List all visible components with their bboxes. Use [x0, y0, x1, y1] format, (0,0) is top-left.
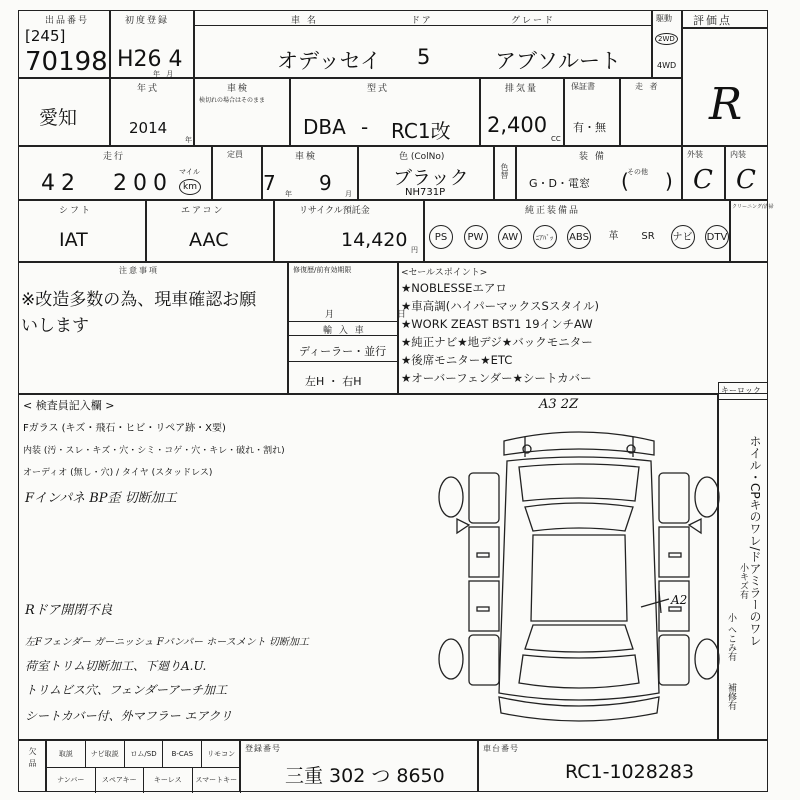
footer-items-cell: [46, 740, 240, 792]
keylock-label: キーロック: [721, 386, 761, 395]
handwritten-note: 左Fフェンダー ガーニッシュ Fバンパー ホースメント 切断加工: [25, 637, 309, 648]
option-item: ﾆｱﾊﾞｯ: [533, 225, 557, 249]
drive-label: 駆動: [656, 14, 672, 23]
notes-label: 注意事項: [119, 266, 159, 275]
inspector-interior-line: 内装 (汚・スレ・キズ・穴・シミ・コゲ・穴・キレ・破れ・割れ): [23, 446, 285, 456]
option-item: SR: [641, 231, 655, 242]
displacement-unit: CC: [551, 135, 561, 143]
missing-item: リモコン: [202, 741, 241, 767]
displacement-cell: [480, 78, 564, 146]
inspector-audio-line: オーディオ (無し・穴) / タイヤ (スタッドレス): [23, 468, 213, 478]
shift-value: IAT: [59, 229, 88, 251]
sales-points-label: <セールスポイント>: [401, 268, 488, 278]
missing-item: ロム/SD: [125, 741, 164, 767]
model-cell: [194, 10, 652, 78]
drive-2wd: 2WD: [655, 33, 678, 45]
score-value: R: [709, 79, 743, 130]
equipment-cell: [516, 146, 682, 200]
missing-item: B-CAS: [163, 741, 202, 767]
missing-item: キーレス: [144, 767, 193, 793]
color-change-label: 色替: [500, 163, 509, 179]
warranty-value: 有・無: [573, 121, 606, 134]
drive-cell: [652, 10, 682, 78]
reg-month: 9: [319, 171, 332, 195]
interior-cell: [725, 146, 768, 200]
lot-number-label: 出品番号: [45, 16, 90, 26]
model-label: 車 名: [291, 16, 318, 26]
first-registration-value: H26 4: [117, 47, 183, 72]
option-item: AW: [498, 225, 522, 249]
chassis-value: RC1-1028283: [565, 761, 695, 783]
color-change-cell: [494, 146, 516, 200]
inspection-note: 検切れの場合はそのまま: [199, 97, 266, 104]
reg-expiry-label: 車検: [295, 152, 318, 162]
model-type-cell: [290, 78, 480, 146]
options-label: 純正装備品: [525, 206, 581, 216]
recycle-cell: [274, 200, 424, 262]
exterior-cell: [682, 146, 725, 200]
side-small-a: 小キズ有: [738, 563, 748, 599]
options-cell: [424, 200, 730, 262]
mileage-unit: km: [179, 179, 201, 195]
option-item: ABS: [567, 225, 591, 249]
side-repair: 補修有: [726, 683, 736, 710]
seating-cell: [212, 146, 262, 200]
reg-month-unit: 月: [345, 190, 354, 198]
lot-prefix: [245]: [25, 27, 66, 45]
model-type-prefix: DBA: [303, 115, 346, 139]
option-item: ナビ: [671, 225, 695, 249]
handwritten-note: トリムビス穴、フェンダーアーチ加工: [25, 683, 227, 697]
lot-number: 70198: [25, 47, 108, 77]
missing-item: スペアキー: [96, 767, 145, 793]
year-cell: [110, 78, 194, 146]
option-item: PS: [429, 225, 453, 249]
lot-number-cell: [18, 10, 110, 78]
reg-year-unit: 年: [285, 190, 294, 198]
dealer-cell: [288, 262, 436, 394]
side-small-b: 小 へこみ有: [726, 613, 736, 661]
history-cell: [620, 78, 682, 146]
option-item: DTV: [705, 225, 729, 249]
displacement-label: 排気量: [505, 84, 539, 94]
sales-point-item: ★車高調(ハイパーマックスSスタイル): [401, 299, 600, 313]
year-unit: 年: [185, 136, 194, 144]
grade-value: アブソルート: [495, 49, 621, 73]
missing-item: ナビ取説: [86, 741, 125, 767]
model-type-code: RC1改: [391, 119, 451, 143]
ac-cell: [146, 200, 274, 262]
first-registration-cell: [110, 10, 194, 78]
recycle-label: リサイクル預託金: [299, 206, 370, 216]
cleaning-label: クリーニング/清掃: [732, 204, 774, 210]
warranty-cell: [564, 78, 620, 146]
handwritten-note: シートカバー付、外マフラー エアクリ: [25, 709, 233, 723]
recycle-unit: 円: [411, 246, 420, 254]
missing-item: 取説: [47, 741, 86, 767]
options-row: [429, 225, 729, 255]
score-header-cell: [682, 10, 768, 28]
notes-cell: [18, 262, 288, 394]
model-type-label: 型式: [367, 84, 390, 94]
diagram-mark-right: A2: [671, 593, 688, 607]
inspection-cell: [194, 78, 290, 146]
region-value: 愛知: [39, 107, 78, 129]
date-unit: 月 日: [325, 310, 436, 320]
exterior-label: 外装: [687, 150, 703, 159]
sales-point-item: ★後席モニター★ETC: [401, 353, 513, 367]
chassis-label: 車台番号: [483, 744, 519, 753]
displacement-value: 2,400: [487, 113, 548, 137]
year-label: 年式: [137, 84, 160, 94]
inspector-glass-line: Fガラス (キズ・飛石・ヒビ・リペア跡・X要): [23, 423, 226, 434]
ac-label: エアコン: [181, 206, 225, 216]
sales-point-item: ★WORK ZEAST BST1 19インチAW: [401, 317, 593, 331]
doors-label: ドア: [411, 16, 433, 26]
seating-label: 定員: [227, 150, 243, 159]
footer-items-row-2: [47, 767, 241, 793]
mileage-cell: [18, 146, 212, 200]
cleaning-cell: [730, 200, 774, 262]
option-item: PW: [464, 225, 488, 249]
missing-item: ナンバー: [47, 767, 96, 793]
chassis-cell: [478, 740, 768, 792]
side-vertical-text: ホイル・CPキのワレ/ドアミラーのワレ: [748, 435, 762, 647]
model-type-dash: -: [361, 115, 369, 139]
shift-cell: [18, 200, 146, 262]
first-registration-label: 初度登録: [125, 16, 170, 26]
footer-missing-cell: [18, 740, 46, 792]
model-name: オデッセイ: [277, 49, 381, 73]
equipment-value: G・D・電窓: [529, 177, 590, 190]
doors-value: 5: [417, 45, 431, 69]
reg-expiry-cell: [262, 146, 358, 200]
drive-4wd: 4WD: [657, 61, 677, 70]
import-value: ディーラー・並行: [299, 345, 387, 358]
color-label: 色 (ColNo): [399, 152, 445, 162]
ac-value: AAC: [189, 229, 229, 251]
first-registration-unit: 年 月: [153, 70, 176, 78]
import-label: 輸 入 車: [323, 326, 366, 336]
handwritten-note: Rドア開閉不良: [25, 603, 113, 618]
sales-point-item: ★純正ナビ★地デジ★バックモニター: [401, 335, 593, 349]
footer-items-row-1: [47, 741, 241, 767]
region-cell: [18, 78, 110, 146]
notes-line-1: ※改造多数の為、現車確認お願: [21, 290, 257, 310]
history-label: 走 者: [635, 82, 660, 91]
plate-label: 登録番号: [245, 744, 281, 753]
mileage-number-2: 200: [113, 171, 173, 196]
warranty-label: 保証書: [571, 82, 595, 91]
car-damage-diagram: [429, 403, 729, 737]
interior-label: 内装: [730, 150, 746, 159]
equipment-paren-close: ): [665, 169, 673, 193]
missing-item: スマートキー: [193, 767, 242, 793]
steering-value: 左H ・ 右H: [305, 375, 362, 388]
plate-cell: [240, 740, 478, 792]
interior-grade: C: [736, 165, 756, 195]
missing-label: 欠品: [28, 747, 37, 771]
diagram-mark-top: A3 2Z: [539, 397, 579, 412]
equipment-other-label: その他: [627, 168, 648, 176]
year-value: 2014: [129, 119, 168, 137]
option-item: 革: [608, 231, 619, 242]
score-cell: [682, 28, 768, 146]
color-value: ブラック: [393, 167, 469, 189]
reg-year: 7: [263, 171, 276, 195]
handwritten-note: 荷室トリム切断加工、下廻りA.U.: [25, 659, 207, 673]
equipment-paren-open: (: [621, 169, 629, 193]
inspection-label: 車検: [227, 84, 250, 94]
notes-line-2: いします: [21, 316, 89, 336]
inspector-section: [18, 394, 718, 740]
sales-point-item: ★NOBLESSEエアロ: [401, 281, 507, 295]
shift-label: シフト: [59, 206, 93, 216]
inspector-label: < 検査員記入欄 >: [23, 399, 115, 412]
exterior-grade: C: [693, 165, 713, 195]
mileage-number-1: 42: [41, 171, 81, 196]
grade-label: グレード: [511, 16, 556, 26]
sales-points-cell: [398, 262, 768, 394]
plate-value: 三重 302 つ 8650: [285, 765, 445, 787]
dealer-label: 修復歴/前有効期限: [293, 266, 352, 274]
color-cell: [358, 146, 494, 200]
mileage-unit-top: マイル: [179, 168, 200, 176]
sales-points-list: [401, 279, 767, 387]
score-label: 評価点: [693, 14, 732, 27]
equipment-label: 装 備: [579, 152, 606, 162]
side-panel: [718, 382, 768, 740]
recycle-value: 14,420: [341, 229, 408, 251]
mileage-label: 走行: [103, 152, 126, 162]
handwritten-note: Fインパネ BP歪 切断加工: [25, 491, 177, 506]
sales-point-item: ★オーバーフェンダー★シートカバー: [401, 371, 592, 385]
color-code: NH731P: [405, 187, 446, 198]
